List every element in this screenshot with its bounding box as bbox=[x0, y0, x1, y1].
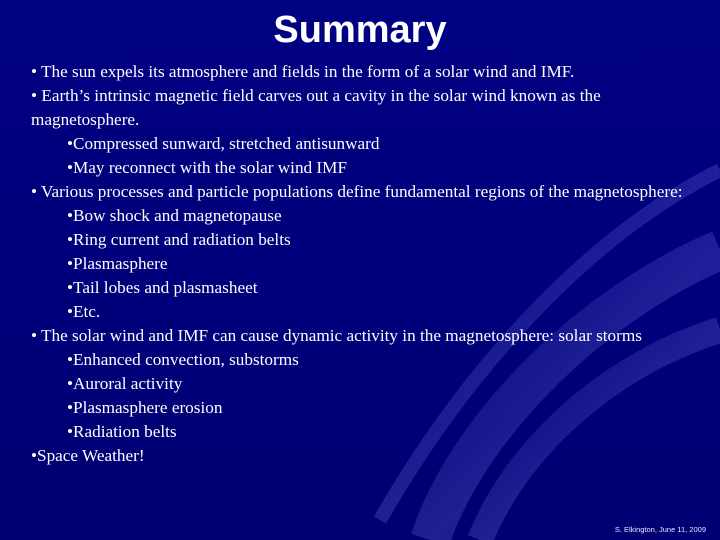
footer-credit: S. Elkington, June 11, 2009 bbox=[614, 525, 706, 534]
sub-bullet-item: •Ring current and radiation belts bbox=[67, 230, 291, 249]
sub-bullet-item: •Enhanced convection, substorms bbox=[67, 350, 299, 369]
sub-bullet-item: •Etc. bbox=[67, 302, 101, 321]
sub-bullet-item: •Auroral activity bbox=[67, 374, 183, 393]
bullet-item: •Space Weather! bbox=[31, 446, 145, 465]
bullet-item: • Earth’s intrinsic magnetic field carves out a cavity in the solar wind known as the magnetosphere. bbox=[31, 86, 601, 129]
slide-title: Summary bbox=[273, 9, 447, 51]
bullet-item: • The sun expels its atmosphere and fields in the form of a solar wind and IMF. bbox=[31, 62, 575, 81]
sub-bullet-item: •Plasmasphere erosion bbox=[67, 398, 223, 417]
sub-bullet-item: •May reconnect with the solar wind IMF bbox=[67, 158, 348, 177]
bullet-item: • The solar wind and IMF can cause dynamic activity in the magnetosphere: solar storms bbox=[31, 326, 642, 345]
bullet-list bbox=[31, 60, 701, 468]
sub-bullet-item: •Radiation belts bbox=[67, 422, 177, 441]
bullet-item: • Various processes and particle populations define fundamental regions of the magnetosphere: bbox=[31, 182, 683, 201]
sub-bullet-item: •Bow shock and magnetopause bbox=[67, 206, 282, 225]
sub-bullet-item: •Tail lobes and plasmasheet bbox=[67, 278, 258, 297]
sub-bullet-item: •Compressed sunward, stretched antisunward bbox=[67, 134, 380, 153]
sub-bullet-item: •Plasmasphere bbox=[67, 254, 168, 273]
